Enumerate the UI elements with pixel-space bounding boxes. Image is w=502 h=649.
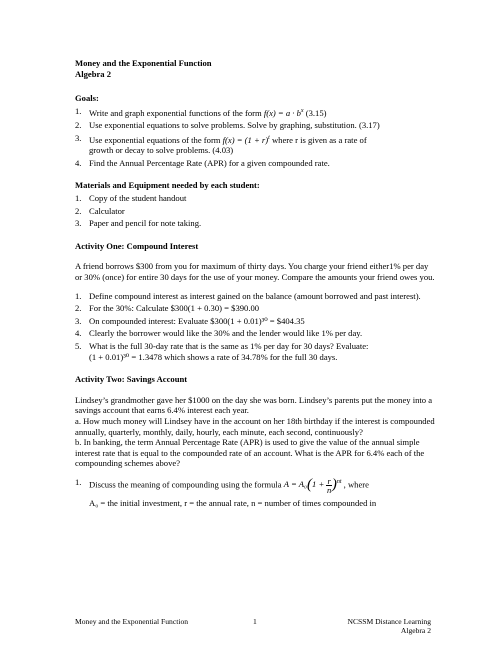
materials-heading: Materials and Equipment needed by each student:: [75, 180, 260, 191]
list-item: 2. Use exponential equations to solve problems. Solve by graphing, substitution. (3.17): [75, 120, 380, 131]
list-item: 2. Calculator: [75, 205, 125, 216]
goals-heading: Goals:: [75, 93, 99, 104]
activity-two-part-a: a. How much money will Lindsey have in the account on her 18th birthday if the interest is compounded annually, quarterly, monthly, daily, hourly, each minute, each second, continuously?: [75, 415, 435, 437]
list-item: 3. Paper and pencil for note taking.: [75, 218, 202, 229]
list-item: 1. Define compound interest as interest gained on the balance (amount borrowed and past interest).: [75, 290, 421, 301]
page-number: 1: [253, 617, 257, 626]
footer-title: Money and the Exponential Function: [75, 617, 189, 626]
activity-two-list: [75, 477, 435, 509]
goals-list: [75, 106, 435, 169]
activity-two-intro: Lindsey’s grandmother gave her $1000 on the day she was born. Lindsey’s parents put the money into a savings account that earns 6.4% interest each year.: [75, 394, 433, 416]
list-item: 2. For the 30%: Calculate $300(1 + 0.30) = $390.00: [75, 303, 260, 314]
activity-two-heading: Activity Two: Savings Account: [75, 374, 188, 385]
list-item: 3. Use exponential equations of the form $f(x) = (1 + r)^t$ where r is given as a rate of growth or decay to solve problems. (4.03): [75, 132, 367, 156]
document-subtitle: Algebra 2: [75, 68, 112, 79]
materials-list: [75, 193, 435, 229]
activity-two-part-b: b. In banking, the term Annual Percentage Rate (APR) is used to give the value of the annual simple interest rate that is equal to the compounded rate of an account. What is the APR for 6.4% each of the compounding schemes above?: [75, 437, 425, 469]
document-title: Money and the Exponential Function: [75, 58, 212, 68]
list-item: 1. Copy of the student handout: [75, 193, 187, 204]
activity-one-heading: Activity One: Compound Interest: [75, 240, 199, 251]
list-item: 1. Discuss the meaning of compounding using the formula A = A₀(1 + $\frac{r}{n}$ )$^{nt}$ , where A₀ = the initial investment, r = the annual rate, n = number of times compounded in: [75, 475, 377, 508]
activity-one-list: [75, 291, 435, 363]
footer-publisher: NCSSM Distance Learning Algebra 2: [347, 617, 431, 635]
activity-one-intro: A friend borrows $300 from you for maximum of thirty days. You charge your friend either1% per day or 30% (once) for entire 30 days for the use of your money. Compare the amounts your friend owes you.: [75, 261, 435, 283]
compound-formula: A = A₀(1 + $\frac{r}{n}$ )$^{nt}$: [283, 475, 342, 495]
list-item: 5. What is the full 30-day rate that is the same as 1% per day for 30 days? Evaluate: (1 + 0.01)³⁰ = 1.3478 which shows a rate of 34.78% for the full 30 days.: [75, 341, 369, 362]
list-item: 3. On compounded interest: Evaluate $300(1 + 0.01)³⁰ = $404.35: [75, 315, 305, 326]
document-page: [75, 58, 435, 509]
list-item: 1. Write and graph exponential functions of the form $f(x) = a \cdot b^x$ (3.15): [75, 105, 327, 118]
list-item: 4. Find the Annual Percentage Rate (APR) for a given compounded rate.: [75, 157, 330, 168]
list-item: 4. Clearly the borrower would like the 30% and the lender would like 1% per day.: [75, 328, 363, 339]
